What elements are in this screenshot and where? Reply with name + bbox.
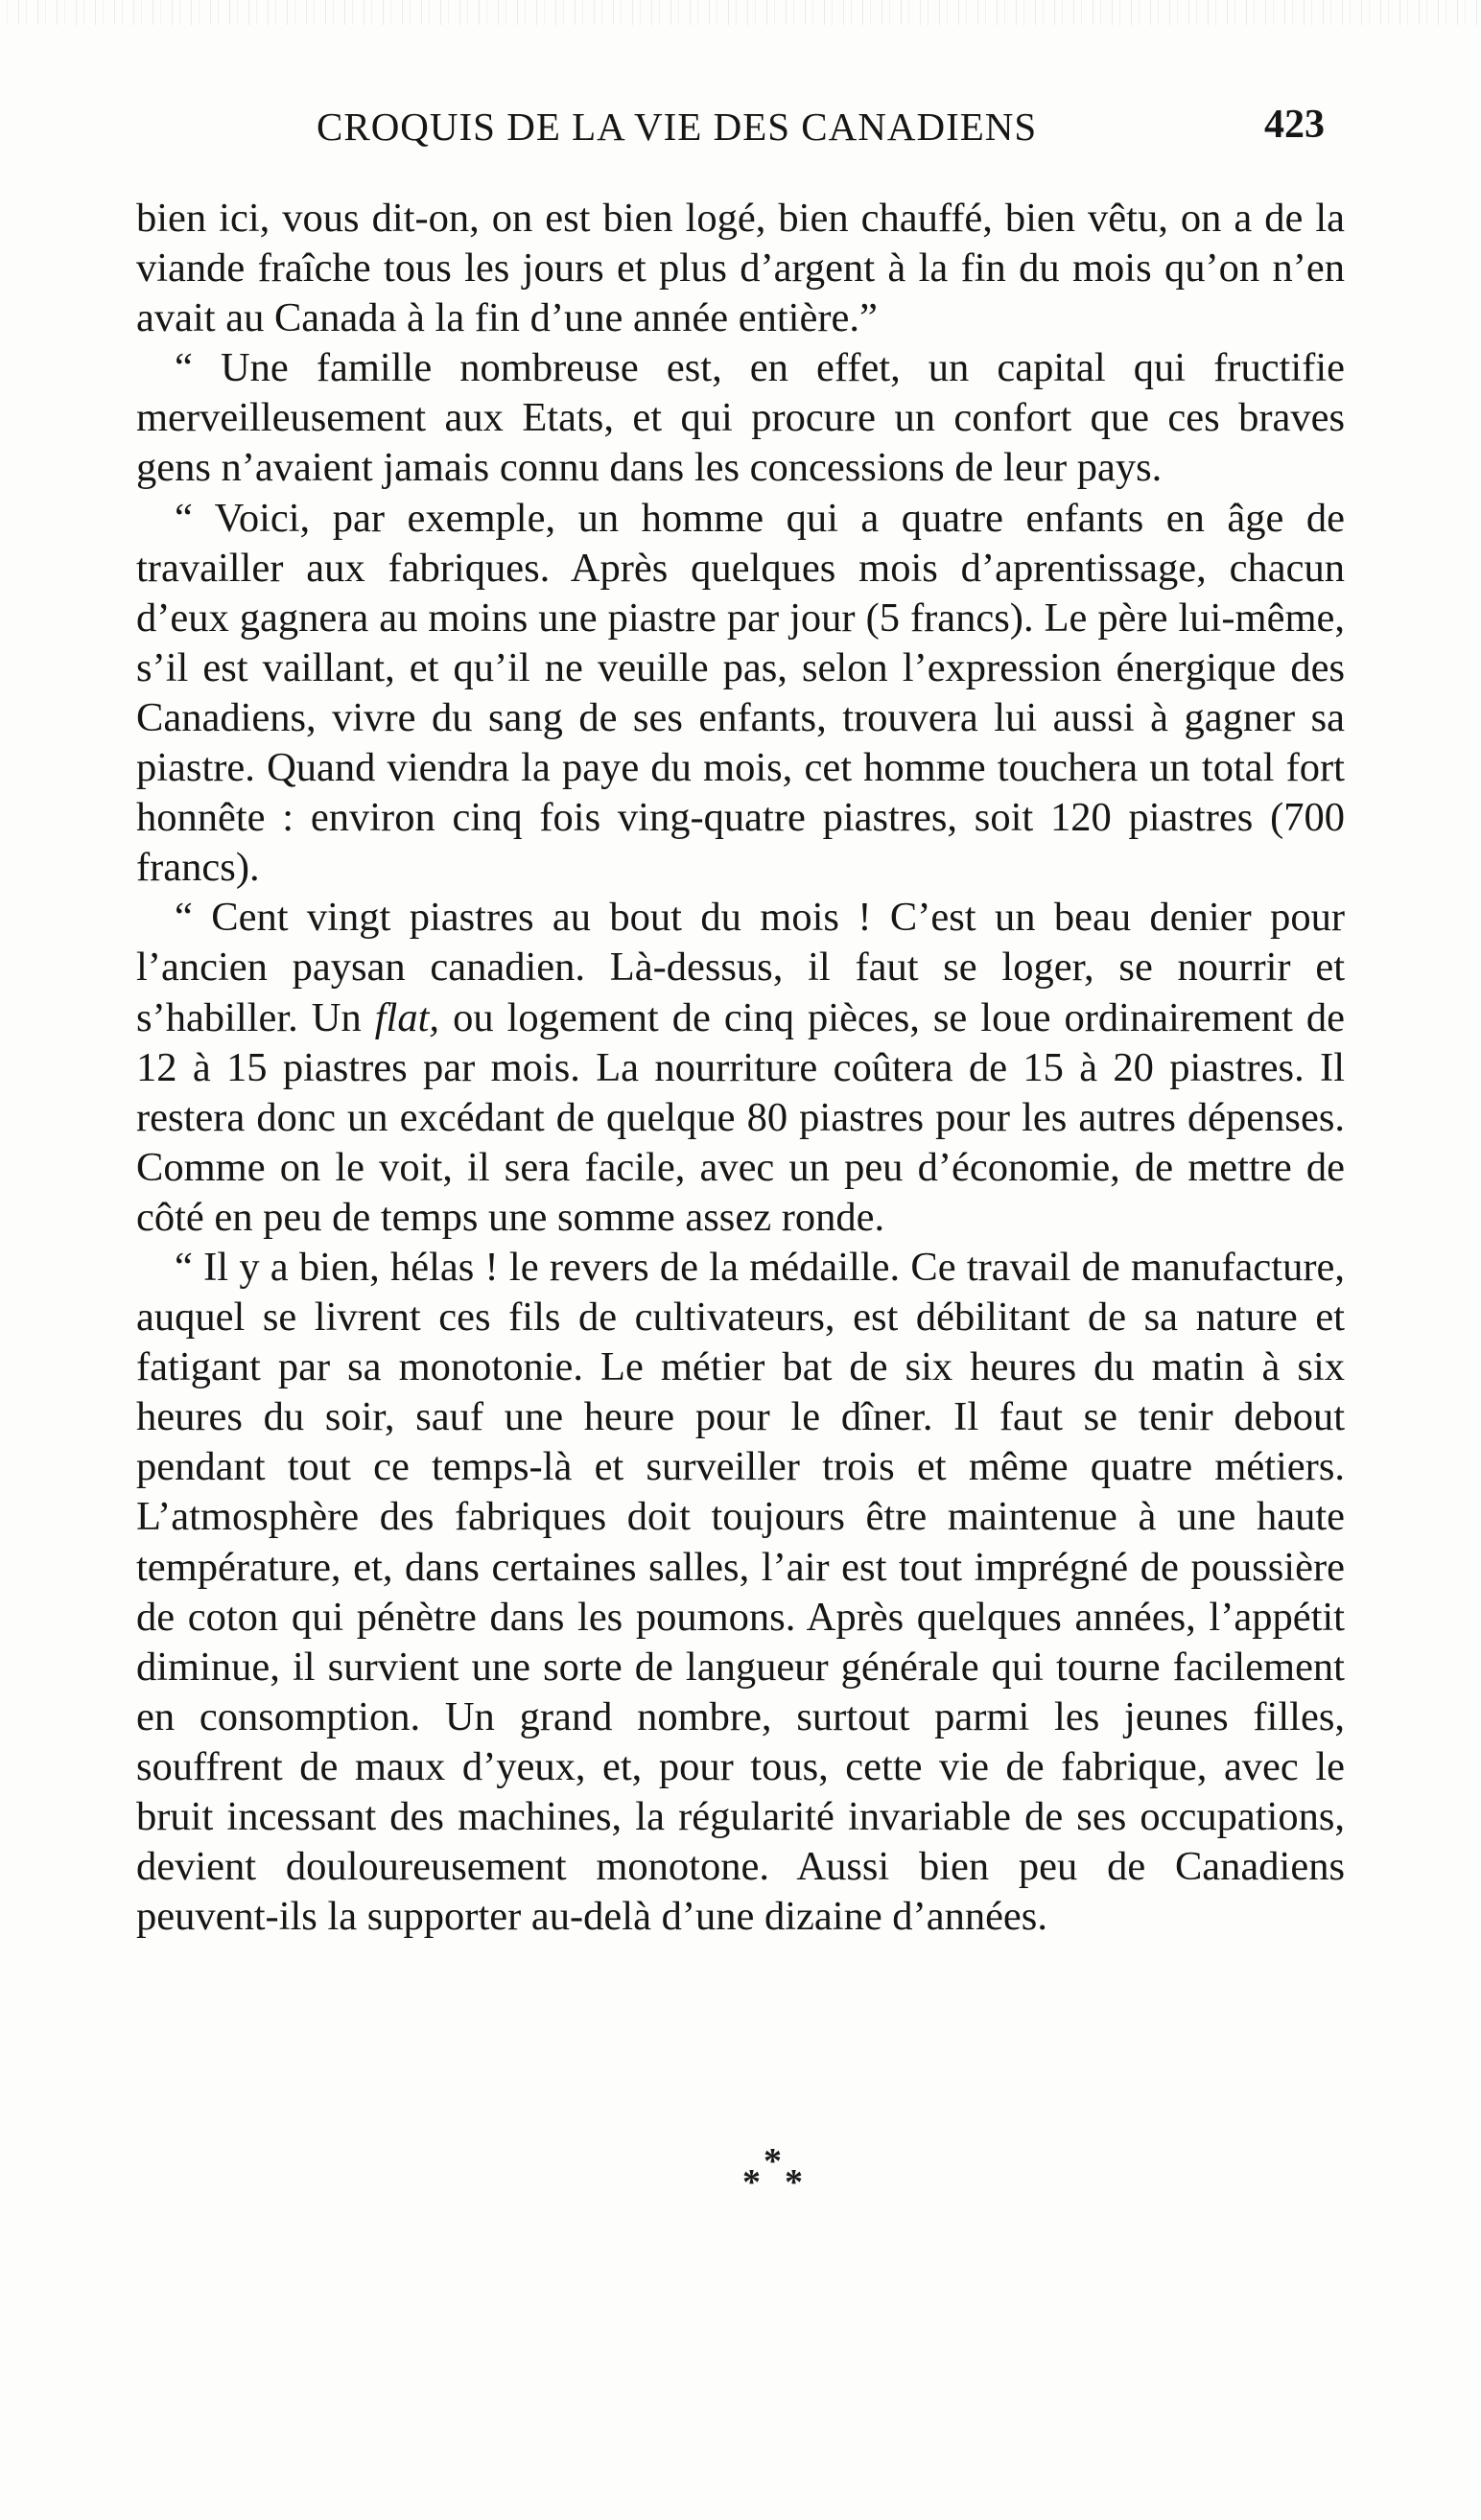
running-head: CROQUIS DE LA VIE DES CANADIENS (317, 105, 1038, 149)
paragraph-budget-text-end: ou logement de cinq pièces, se loue ordinairement de 12 à 15 piastres par mois. La nourriture coûtera de 15 à 20 piastres. Il restera donc un excédant de quelque 80 piastres pour les autres dépenses. Comme on le voit, il sera facile, avec un peu d’économie, de mettre de côté en peu de temps une somme assez ronde. (136, 994, 1345, 1240)
italic-word-flat: flat, (374, 994, 440, 1040)
page-number: 423 (1264, 103, 1325, 147)
paragraph-example-family: “ Voici, par exemple, un homme qui a quatre enfants en âge de travailler aux fabriques. Après quelques mois d’aprentissage, chacun d’eux gagnera au moins une piastre par jour (5 francs). Le père lui-même, s’il est vaillant, et qu’il ne veuille pas, selon l’expression énergique des Canadiens, vivre du sang de ses enfants, trouvera lui aussi à gagner sa piastre. Quand viendra la paye du mois, cet homme touchera un total fort honnête : environ cinq fois ving-quatre piastres, soit 120 piastres (700 francs). (136, 495, 1345, 891)
asterisk-top: * (764, 2141, 782, 2182)
paragraph-budget-text-start: “ Cent vingt piastres au bout du mois ! C’est un beau denier pour l’ancien paysan canadien. Là-dessus, il faut se loger, se nourrir et s’habiller. Un (136, 895, 1345, 1040)
asterisk-left: * (742, 2162, 761, 2203)
page-edge-speckle (0, 0, 1481, 25)
section-break-asterism (729, 2140, 825, 2203)
asterisk-right: * (785, 2162, 803, 2203)
paragraph-factory-hardship: “ Il y a bien, hélas ! le revers de la médaille. Ce travail de manufacture, auquel se livrent ces fils de cultivateurs, est débilitant de sa nature et fatigant par sa monotonie. Le métier bat de six heures du matin à six heures du soir, sauf une heure pour le dîner. Il faut se tenir debout pendant tout ce temps-là et surveiller trois et même quatre métiers. L’atmosphère des fabriques doit toujours être maintenue à une haute température, et, dans certaines salles, l’air est tout imprégné de poussière de coton qui pénètre dans les poumons. Après quelques années, l’appétit diminue, il survient une sorte de langueur générale qui tourne facilement en consomption. Un grand nombre, surtout parmi les jeunes filles, souffrent de maux d’yeux, et, pour tous, cette vie de fabrique, avec le bruit incessant des machines, la régularité invariable de ses occupations, devient douloureusement monotone. Aussi bien peu de Canadiens peuvent-ils la supporter au-delà d’une dizaine d’années. (136, 1244, 1345, 1940)
paragraph-large-family: “ Une famille nombreuse est, en effet, un capital qui fructifie merveilleusement aux Etats, et qui procure un confort que ces braves gens n’avaient jamais connu dans les concessions de leur pays. (136, 345, 1345, 491)
body-text (136, 194, 1345, 1942)
paragraph-continuation: bien ici, vous dit-on, on est bien logé, bien chauffé, bien vêtu, on a de la viande fraîche tous les jours et plus d’argent à la fin du mois qu’on n’en avait au Canada à la fin d’une année entière.” (136, 196, 1345, 341)
paragraph-budget (136, 893, 1345, 1243)
